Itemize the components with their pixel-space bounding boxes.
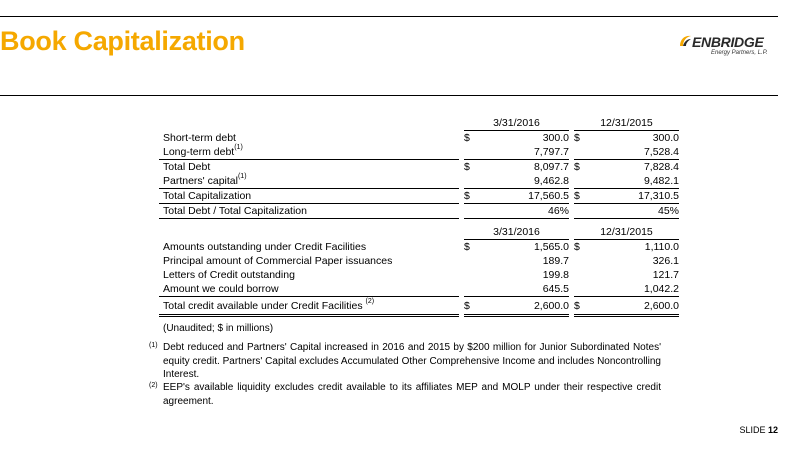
value-2016: 17,560.5 [474, 189, 569, 204]
footnote-mark: (2) [149, 382, 158, 389]
row-label: Total Debt [163, 161, 211, 173]
col-header-2015: 12/31/2015 [574, 115, 679, 131]
currency-symbol [574, 174, 584, 189]
table-row [159, 174, 679, 189]
row-label: Partners' capital [163, 175, 238, 187]
row-label: Total credit available under Credit Facilities [163, 299, 366, 312]
credit-facilities-table [159, 224, 679, 317]
currency-symbol [464, 145, 474, 160]
table-row [159, 131, 679, 146]
enbridge-logo [678, 30, 778, 70]
footnote-ref: (1) [237, 173, 247, 180]
currency-symbol: $ [464, 297, 474, 316]
enbridge-logo-mark-icon [678, 34, 692, 48]
value-2015: 17,310.5 [584, 189, 679, 204]
currency-symbol: $ [574, 161, 580, 173]
col-header-2016: 3/31/2016 [464, 224, 569, 240]
currency-symbol [574, 145, 584, 160]
row-label: Short-term debt [163, 131, 236, 144]
value-2016: 2,600.0 [474, 297, 569, 316]
row-label: Letters of Credit outstanding [163, 269, 295, 281]
value-2016: 9,462.8 [474, 174, 569, 189]
currency-symbol: $ [574, 241, 580, 253]
slide-number [739, 425, 778, 435]
value-2015: 7,528.4 [584, 145, 679, 160]
footnote-text: Debt reduced and Partners' Capital increased in 2016 and 2015 by $200 million for Junior Subordinated Notes' equity credit. Partners' Capital excludes Accumulated Other Comprehensive Income and includes Noncontrolling Interest. [163, 342, 661, 380]
col-header-2016: 3/31/2016 [464, 115, 569, 131]
currency-symbol: $ [574, 189, 584, 204]
table-row [159, 145, 679, 160]
footnote-1 [149, 341, 661, 382]
value-2015: 326.1 [652, 255, 679, 267]
capitalization-table [159, 115, 679, 219]
value-2016: 645.5 [474, 282, 569, 297]
row-label: Total Debt / Total Capitalization [163, 205, 307, 217]
value-2016: 1,565.0 [533, 241, 569, 253]
value-2016: 46% [474, 204, 569, 219]
value-2016: 199.8 [542, 269, 569, 281]
table-row [159, 282, 679, 297]
currency-symbol [464, 174, 474, 189]
value-2015: 45% [584, 204, 679, 219]
footnote-mark: (1) [149, 342, 158, 349]
currency-symbol: $ [574, 297, 584, 316]
slide-label: SLIDE [739, 425, 766, 435]
value-2015: 121.7 [652, 269, 679, 281]
top-rule [0, 16, 778, 17]
units-note: (Unaudited; $ in millions) [163, 323, 274, 334]
currency-symbol [464, 204, 474, 219]
currency-symbol [574, 282, 584, 297]
table-row [159, 240, 679, 255]
value-2016: 189.7 [542, 255, 569, 267]
value-2015: 1,042.2 [584, 282, 679, 297]
row-label: Amounts outstanding under Credit Facilities [163, 240, 367, 253]
row-label: Amount we could borrow [163, 283, 279, 295]
footnote-text: EEP's available liquidity excludes credit available to its affiliates MEP and MOLP under their respective credit agreement. [163, 382, 661, 407]
value-2015: 7,828.4 [643, 161, 679, 173]
footnote-ref: (1) [234, 144, 243, 151]
currency-symbol [464, 254, 474, 268]
row-label: Principal amount of Commercial Paper issuances [163, 255, 393, 267]
currency-symbol [574, 204, 584, 219]
currency-symbol: $ [464, 161, 470, 173]
value-2015: 9,482.1 [584, 174, 679, 189]
page-title: Book Capitalization [0, 26, 245, 56]
row-label: Long-term debt [163, 146, 235, 158]
slide-number-value: 12 [767, 425, 778, 435]
currency-symbol [574, 268, 584, 282]
row-label: Total Capitalization [163, 190, 252, 202]
currency-symbol: $ [574, 132, 580, 144]
value-2016: 7,797.7 [474, 145, 569, 160]
currency-symbol: $ [464, 132, 470, 144]
table-row [159, 254, 679, 268]
header-divider [0, 95, 778, 96]
currency-symbol [464, 268, 474, 282]
value-2015: 300.0 [652, 132, 679, 144]
value-2015: 1,110.0 [644, 241, 679, 253]
currency-symbol: $ [464, 189, 474, 204]
table-row [159, 297, 679, 316]
table-row [159, 204, 679, 219]
logo-subtitle: Energy Partners, L.P. [711, 50, 768, 56]
currency-symbol [574, 254, 584, 268]
footnote-2 [149, 381, 661, 408]
value-2015: 2,600.0 [584, 297, 679, 316]
value-2016: 300.0 [542, 132, 569, 144]
table-row [159, 268, 679, 282]
table-row [159, 160, 679, 175]
footnote-ref: (2) [365, 297, 375, 305]
table-row [159, 189, 679, 204]
currency-symbol: $ [464, 241, 470, 253]
currency-symbol [464, 282, 474, 297]
col-header-2015: 12/31/2015 [574, 224, 679, 240]
value-2016: 8,097.7 [533, 161, 569, 173]
logo-wordmark: ENBRIDGE [692, 34, 764, 50]
